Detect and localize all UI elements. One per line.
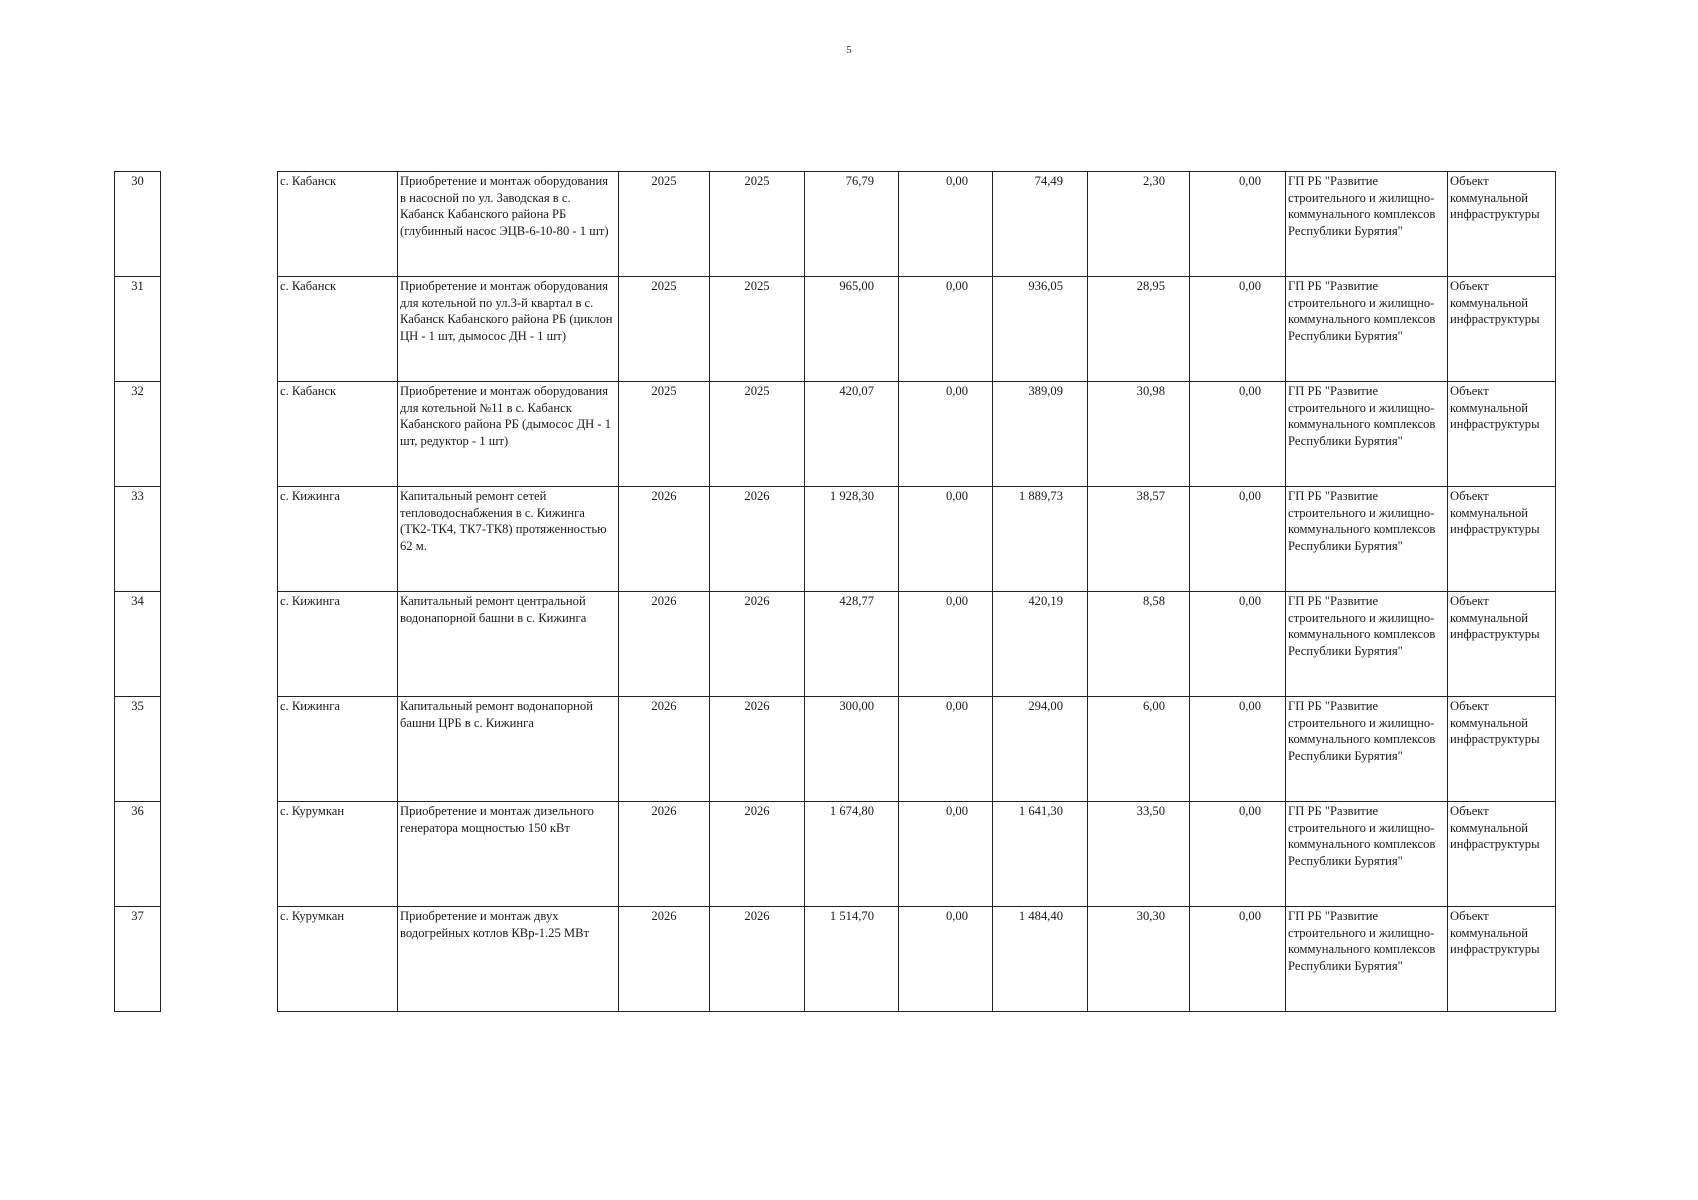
row-number-cell: 32	[115, 382, 161, 487]
table-row	[115, 592, 1556, 697]
spacer-cell	[161, 802, 278, 907]
end-year-cell: 2026	[710, 802, 805, 907]
customer-cell: ГП РБ "Развитие строительного и жилищно-коммунального комплексов Республики Бурятия"	[1286, 697, 1448, 802]
end-year-cell: 2025	[710, 277, 805, 382]
object-type-cell: Объект коммунальной инфраструктуры	[1448, 172, 1556, 277]
republic-budget-cell: 1 889,73	[993, 487, 1088, 592]
settlement-cell: с. Курумкан	[278, 802, 398, 907]
table-row	[115, 487, 1556, 592]
spacer-cell	[161, 487, 278, 592]
start-year-cell: 2025	[619, 172, 710, 277]
customer-cell: ГП РБ "Развитие строительного и жилищно-коммунального комплексов Республики Бурятия"	[1286, 382, 1448, 487]
total-amount-cell: 428,77	[805, 592, 899, 697]
federal-budget-cell: 0,00	[899, 802, 993, 907]
spacer-cell	[161, 277, 278, 382]
start-year-cell: 2025	[619, 382, 710, 487]
other-sources-cell: 0,00	[1190, 487, 1286, 592]
total-amount-cell: 1 674,80	[805, 802, 899, 907]
other-sources-cell: 0,00	[1190, 277, 1286, 382]
page-number: 5	[846, 44, 852, 56]
row-number-cell: 33	[115, 487, 161, 592]
other-sources-cell: 0,00	[1190, 907, 1286, 1012]
spacer-cell	[161, 907, 278, 1012]
customer-cell: ГП РБ "Развитие строительного и жилищно-коммунального комплексов Республики Бурятия"	[1286, 487, 1448, 592]
start-year-cell: 2026	[619, 487, 710, 592]
republic-budget-cell: 294,00	[993, 697, 1088, 802]
customer-cell: ГП РБ "Развитие строительного и жилищно-коммунального комплексов Республики Бурятия"	[1286, 907, 1448, 1012]
settlement-cell: с. Кабанск	[278, 277, 398, 382]
republic-budget-cell: 1 641,30	[993, 802, 1088, 907]
end-year-cell: 2025	[710, 382, 805, 487]
object-type-cell: Объект коммунальной инфраструктуры	[1448, 382, 1556, 487]
customer-cell: ГП РБ "Развитие строительного и жилищно-коммунального комплексов Республики Бурятия"	[1286, 277, 1448, 382]
object-type-cell: Объект коммунальной инфраструктуры	[1448, 907, 1556, 1012]
description-cell: Капитальный ремонт сетей тепловодоснабжения в с. Кижинга (ТК2-ТК4, ТК7-ТК8) протяженностью 62 м.	[398, 487, 619, 592]
row-number-cell: 30	[115, 172, 161, 277]
total-amount-cell: 300,00	[805, 697, 899, 802]
local-budget-cell: 33,50	[1088, 802, 1190, 907]
customer-cell: ГП РБ "Развитие строительного и жилищно-коммунального комплексов Республики Бурятия"	[1286, 172, 1448, 277]
republic-budget-cell: 936,05	[993, 277, 1088, 382]
object-type-cell: Объект коммунальной инфраструктуры	[1448, 592, 1556, 697]
object-type-cell: Объект коммунальной инфраструктуры	[1448, 697, 1556, 802]
customer-cell: ГП РБ "Развитие строительного и жилищно-коммунального комплексов Республики Бурятия"	[1286, 592, 1448, 697]
other-sources-cell: 0,00	[1190, 802, 1286, 907]
table-body	[115, 172, 1556, 1012]
total-amount-cell: 1 514,70	[805, 907, 899, 1012]
settlement-cell: с. Кижинга	[278, 697, 398, 802]
end-year-cell: 2025	[710, 172, 805, 277]
local-budget-cell: 8,58	[1088, 592, 1190, 697]
federal-budget-cell: 0,00	[899, 487, 993, 592]
federal-budget-cell: 0,00	[899, 697, 993, 802]
republic-budget-cell: 389,09	[993, 382, 1088, 487]
object-type-cell: Объект коммунальной инфраструктуры	[1448, 802, 1556, 907]
description-cell: Приобретение и монтаж оборудования в насосной по ул. Заводская в с. Кабанск Кабанского района РБ (глубинный насос ЭЦВ-6-10-80 - 1 шт)	[398, 172, 619, 277]
federal-budget-cell: 0,00	[899, 172, 993, 277]
row-number-cell: 34	[115, 592, 161, 697]
description-cell: Приобретение и монтаж дизельного генератора мощностью 150 кВт	[398, 802, 619, 907]
total-amount-cell: 1 928,30	[805, 487, 899, 592]
other-sources-cell: 0,00	[1190, 382, 1286, 487]
federal-budget-cell: 0,00	[899, 277, 993, 382]
spacer-cell	[161, 382, 278, 487]
federal-budget-cell: 0,00	[899, 907, 993, 1012]
local-budget-cell: 30,30	[1088, 907, 1190, 1012]
start-year-cell: 2026	[619, 697, 710, 802]
start-year-cell: 2026	[619, 592, 710, 697]
table-row	[115, 802, 1556, 907]
settlement-cell: с. Кабанск	[278, 172, 398, 277]
start-year-cell: 2025	[619, 277, 710, 382]
settlement-cell: с. Кижинга	[278, 592, 398, 697]
end-year-cell: 2026	[710, 592, 805, 697]
republic-budget-cell: 420,19	[993, 592, 1088, 697]
settlement-cell: с. Курумкан	[278, 907, 398, 1012]
table-row	[115, 172, 1556, 277]
settlement-cell: с. Кижинга	[278, 487, 398, 592]
projects-table	[114, 171, 1556, 1012]
description-cell: Приобретение и монтаж оборудования для котельной по ул.3-й квартал в с. Кабанск Кабанского района РБ (циклон ЦН - 1 шт, дымосос ДН - 1 шт)	[398, 277, 619, 382]
start-year-cell: 2026	[619, 802, 710, 907]
other-sources-cell: 0,00	[1190, 592, 1286, 697]
total-amount-cell: 76,79	[805, 172, 899, 277]
total-amount-cell: 420,07	[805, 382, 899, 487]
local-budget-cell: 2,30	[1088, 172, 1190, 277]
row-number-cell: 37	[115, 907, 161, 1012]
row-number-cell: 36	[115, 802, 161, 907]
table-row	[115, 277, 1556, 382]
spacer-cell	[161, 592, 278, 697]
row-number-cell: 31	[115, 277, 161, 382]
total-amount-cell: 965,00	[805, 277, 899, 382]
object-type-cell: Объект коммунальной инфраструктуры	[1448, 487, 1556, 592]
description-cell: Капитальный ремонт центральной водонапорной башни в с. Кижинга	[398, 592, 619, 697]
local-budget-cell: 38,57	[1088, 487, 1190, 592]
table-row	[115, 907, 1556, 1012]
customer-cell: ГП РБ "Развитие строительного и жилищно-коммунального комплексов Республики Бурятия"	[1286, 802, 1448, 907]
federal-budget-cell: 0,00	[899, 592, 993, 697]
table-row	[115, 697, 1556, 802]
object-type-cell: Объект коммунальной инфраструктуры	[1448, 277, 1556, 382]
spacer-cell	[161, 172, 278, 277]
local-budget-cell: 6,00	[1088, 697, 1190, 802]
table-row	[115, 382, 1556, 487]
row-number-cell: 35	[115, 697, 161, 802]
republic-budget-cell: 1 484,40	[993, 907, 1088, 1012]
other-sources-cell: 0,00	[1190, 172, 1286, 277]
description-cell: Приобретение и монтаж двух водогрейных котлов КВр-1.25 МВт	[398, 907, 619, 1012]
description-cell: Капитальный ремонт водонапорной башни ЦРБ в с. Кижинга	[398, 697, 619, 802]
other-sources-cell: 0,00	[1190, 697, 1286, 802]
local-budget-cell: 30,98	[1088, 382, 1190, 487]
end-year-cell: 2026	[710, 907, 805, 1012]
local-budget-cell: 28,95	[1088, 277, 1190, 382]
end-year-cell: 2026	[710, 697, 805, 802]
spacer-cell	[161, 697, 278, 802]
end-year-cell: 2026	[710, 487, 805, 592]
start-year-cell: 2026	[619, 907, 710, 1012]
description-cell: Приобретение и монтаж оборудования для котельной №11 в с. Кабанск Кабанского района РБ (дымосос ДН - 1 шт, редуктор - 1 шт)	[398, 382, 619, 487]
republic-budget-cell: 74,49	[993, 172, 1088, 277]
settlement-cell: с. Кабанск	[278, 382, 398, 487]
federal-budget-cell: 0,00	[899, 382, 993, 487]
